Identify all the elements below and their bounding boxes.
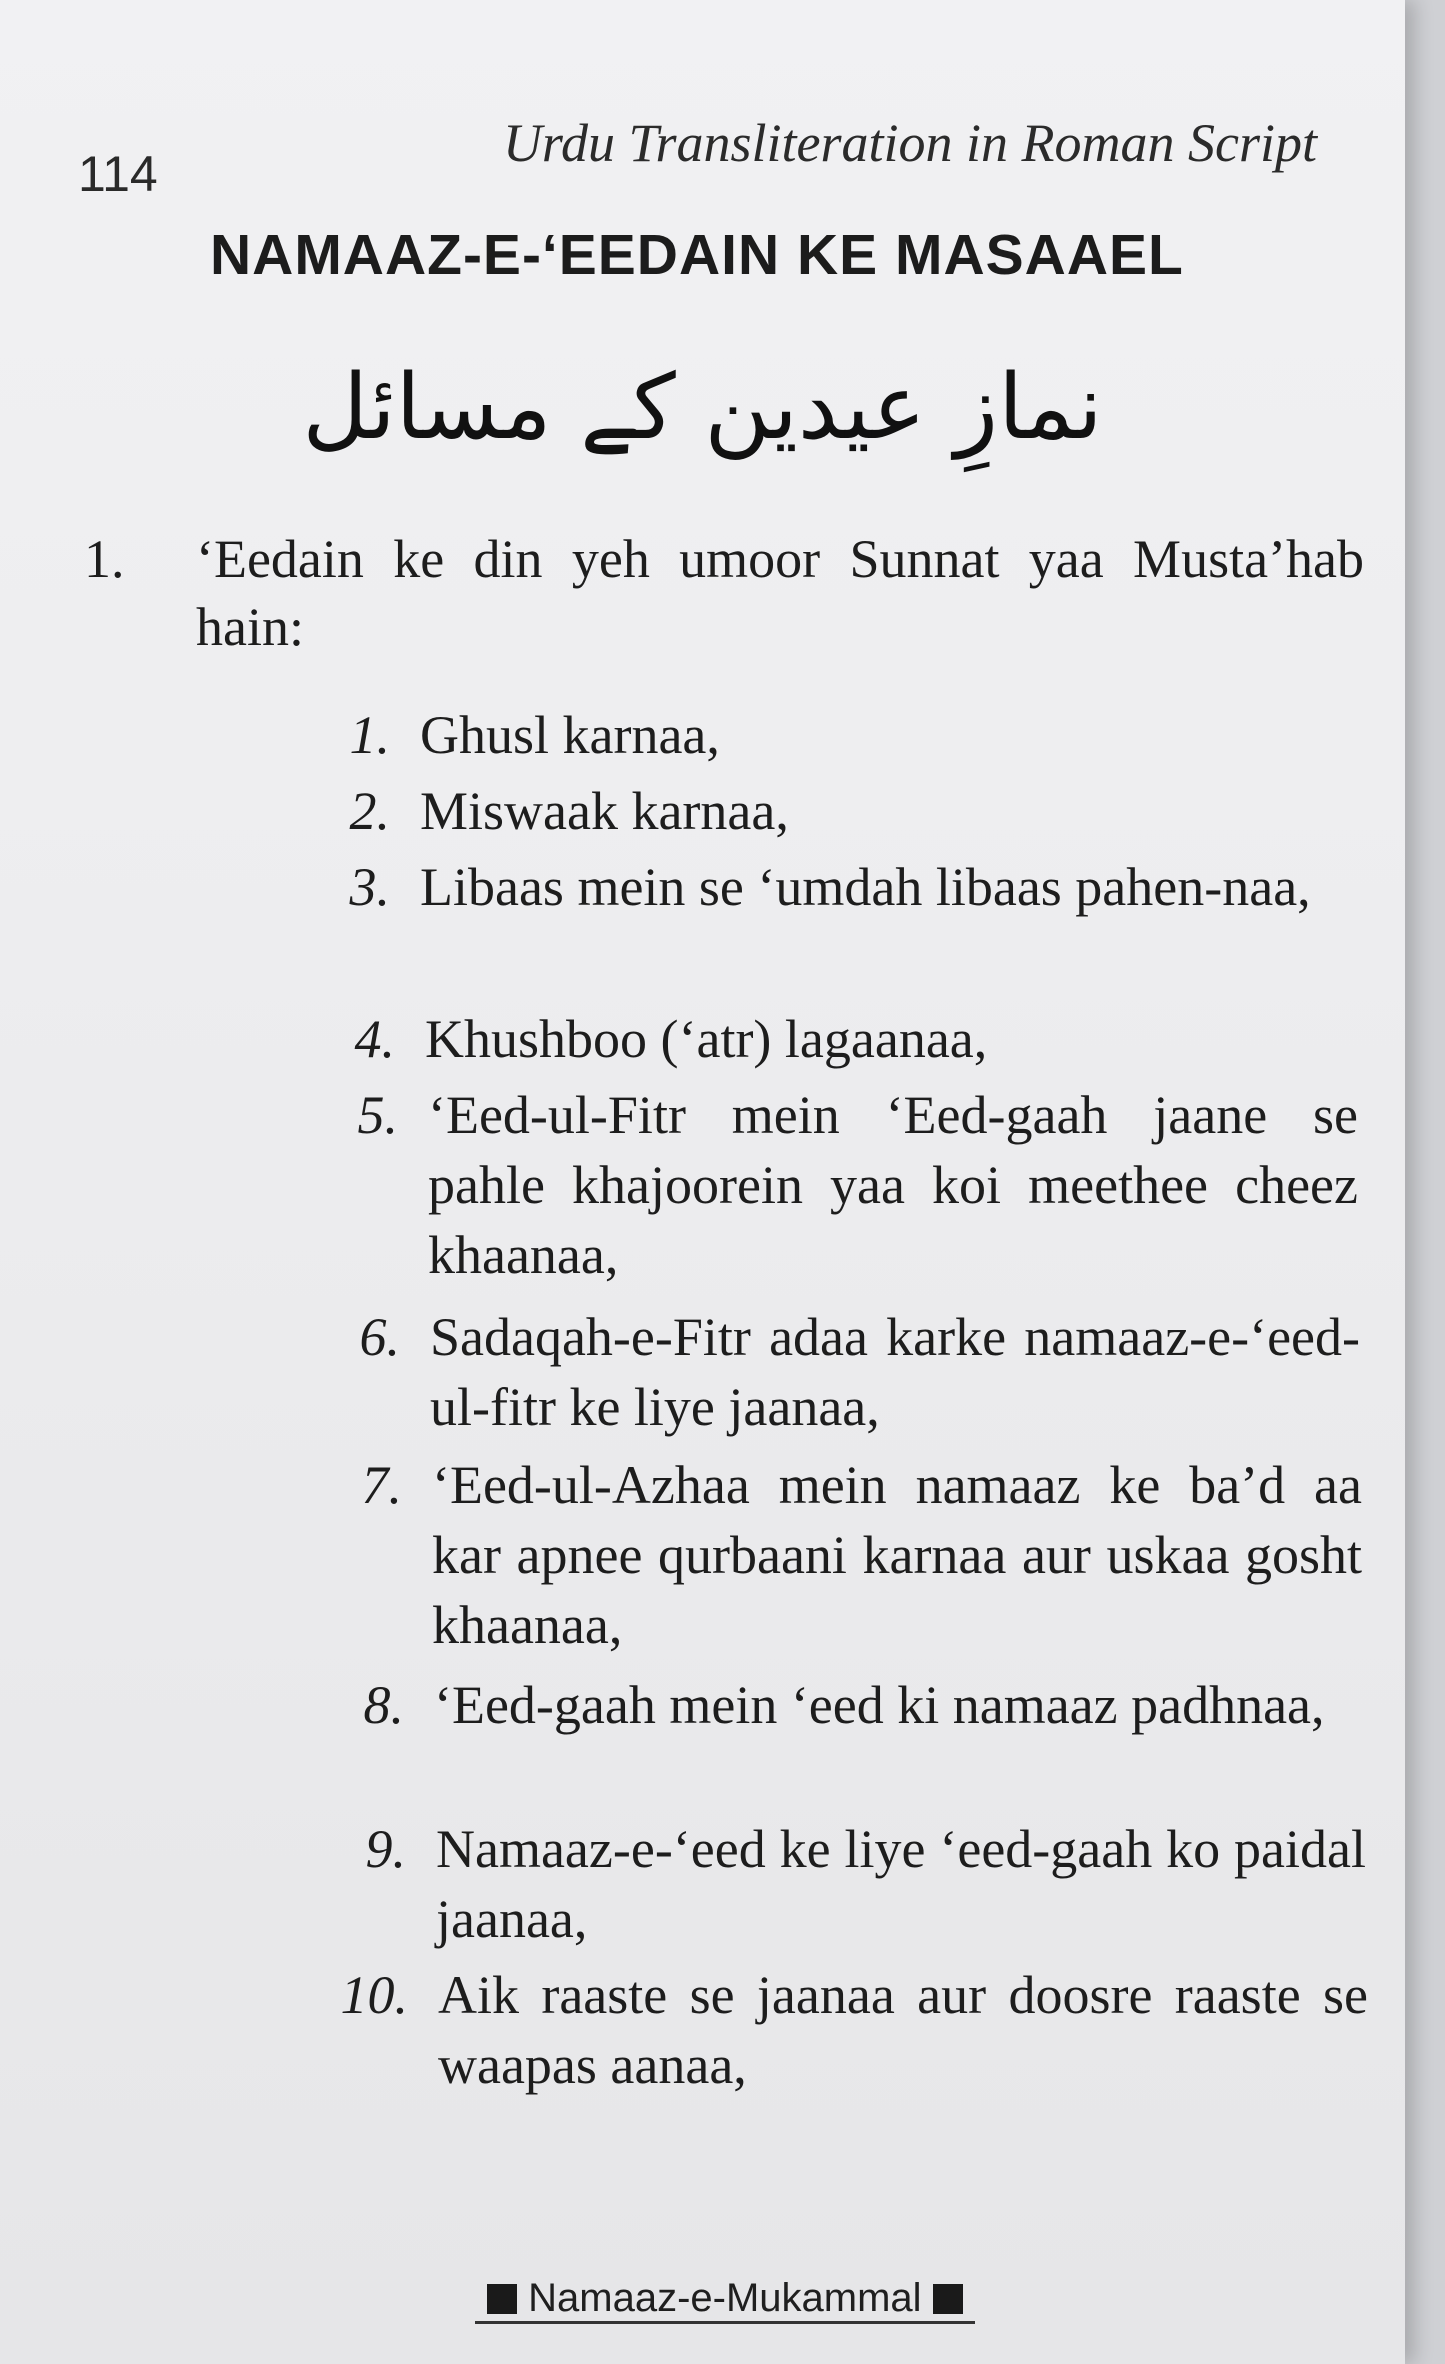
item-number: 1. <box>84 529 125 589</box>
sub-item-text: Libaas mein se ‘umdah libaas pahen-naa, <box>420 857 1311 917</box>
sub-item-number: 5. <box>357 1085 398 1145</box>
footer-text: Namaaz-e-Mukammal <box>528 2276 922 2320</box>
running-header: Urdu Transliteration in Roman Script <box>502 113 1317 173</box>
sub-item <box>365 1814 1366 1954</box>
section-title: NAMAAZ-E-‘EEDAIN KE MASAAEL <box>210 223 1184 287</box>
sub-item <box>340 1960 1368 2100</box>
sub-item <box>361 1450 1362 1660</box>
page-number: 114 <box>78 146 158 202</box>
sub-item-text: Sadaqah-e-Fitr adaa karke namaaz-e-‘eed-ul-fitr ke liye jaanaa, <box>430 1307 1360 1437</box>
footer-block-right <box>933 2284 963 2314</box>
sub-item-number: 7. <box>361 1455 402 1515</box>
sub-item-text: Aik raaste se jaanaa aur doosre raaste se waapas aanaa, <box>438 1965 1368 2095</box>
sub-item-number: 10. <box>340 1965 408 2025</box>
urdu-section-title: نمازِ عیدین کے مسائل <box>302 355 1103 460</box>
sub-item-number: 1. <box>349 705 390 765</box>
sub-item-text: ‘Eed-ul-Fitr mein ‘Eed-gaah jaane se pahle khajoorein yaa koi meethee cheez khaanaa, <box>428 1085 1358 1285</box>
sub-item-number: 9. <box>365 1819 406 1879</box>
sub-item <box>349 852 1350 922</box>
sub-item-text: Ghusl karnaa, <box>420 705 720 765</box>
sub-item-text: ‘Eed-gaah mein ‘eed ki namaaz padhnaa, <box>434 1675 1325 1735</box>
sub-item <box>359 1302 1360 1442</box>
sub-item-number: 4. <box>354 1009 395 1069</box>
list-item-main <box>84 525 1364 661</box>
sub-item-number: 3. <box>349 857 390 917</box>
footer-block-left <box>487 2284 517 2314</box>
sub-item-text: ‘Eed-ul-Azhaa mein namaaz ke ba’d aa kar apnee qurbaani karnaa aur uskaa gosht khaanaa, <box>432 1455 1362 1655</box>
sub-item-number: 2. <box>349 781 390 841</box>
book-footer <box>475 2276 975 2324</box>
sub-item-text: Khushboo (‘atr) lagaanaa, <box>425 1009 988 1069</box>
sub-item-text: Miswaak karnaa, <box>420 781 789 841</box>
sub-item <box>363 1670 1364 1740</box>
sub-item-number: 8. <box>363 1675 404 1735</box>
sub-item <box>349 776 1350 846</box>
sub-item <box>354 1004 1355 1074</box>
item-text: ‘Eedain ke din yeh umoor Sunnat yaa Musta’hab hain: <box>196 529 1364 657</box>
sub-item <box>357 1080 1358 1290</box>
sub-item-text: Namaaz-e-‘eed ke liye ‘eed-gaah ko paidal jaanaa, <box>436 1819 1366 1949</box>
sub-item <box>349 700 1350 770</box>
sub-item-number: 6. <box>359 1307 400 1367</box>
